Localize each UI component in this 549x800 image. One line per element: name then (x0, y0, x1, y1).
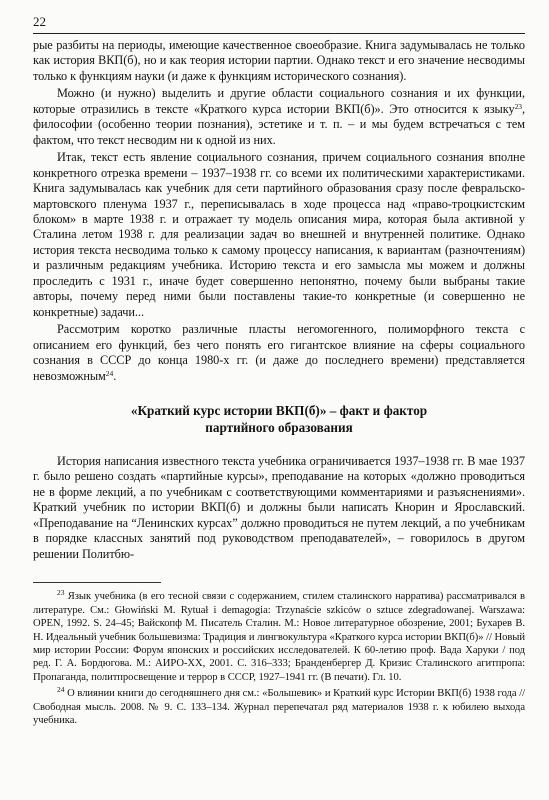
footnotes (33, 590, 525, 728)
footnote-separator (33, 582, 161, 583)
footnote-ref-23: 23 (514, 101, 522, 111)
footnote-23 (33, 590, 525, 684)
paragraph-text: . (113, 368, 117, 383)
paragraph-text: Можно (и нужно) выделить и другие области социального сознания и их функции, которые отразились в тексте «Краткого курса истории ВКП(б)». Это относится к языку (33, 86, 525, 116)
paragraph-social-consciousness (33, 86, 525, 148)
footnote-marker: 23 (57, 588, 65, 598)
page-number: 22 (33, 14, 46, 29)
footnote-text: Язык учебника (в его тесной связи с содержанием, стилем сталинского нарратива) рассматривался в литературе. См.: Głowiński M. Rytuał i demagogia: Trzynaście szkiców o sztuce zdegradowanej. Warszawa: OPEN, 1992. S. 24–45; Вайскопф М. Писатель Сталин. М.: Новое литературное обозрение, 2001; Бухарев В. Н. Идеальный учебник большевизма: Традиция и лингвокультура «Краткого курса истории ВКП(б)» // Новый мир истории России: Форум японских и российских исследователей. К 60-летию проф. Вада Харуки / под ред. Г. А. Бордюгова. М.: АИРО-XX, 2001. С. 316–333; Бранденбергер Д. Кризис Сталинского агитпропа: Пропаганда, политпросвещение и террор в СССР, 1927–1941 гг. (В печати). Гл. 10. (33, 591, 525, 683)
paragraph-writing-history: История написания известного текста учебника ограничивается 1937–1938 гг. В мае 1937 г. было решено создать «партийные курсы», преподавание на которых «должно проводиться не в форме лекций, а по учебникам с соответствующими комментариями и разъяснениями». Краткий учебник по истории ВКП(б) и должны были написать Кнорин и Ярославский. «Преподавание на “Ленинских курсах” должно проводиться не путем лекций, а по учебникам в порядке классных занятий под руководством преподавателей», – говорилось в другом решении Политбю- (33, 453, 525, 561)
footnote-marker: 24 (57, 685, 65, 695)
paragraph-history-of-text: Итак, текст есть явление социального сознания, причем социального сознания вполне конкретного отрезка времени – 1937–1938 гг. со всеми их политическими характеристиками. Книга задумывалась как учебник для сети партийного образования сразу после февральско-мартовского пленума 1937 г., переписывалась в ходе процесса над «право-троцкистским блоком» в марте 1938 г. и отражает ту модель описания мира, которая была активной у Сталина летом 1938 г. для реализации задач во внешней и внутренней политике. Однако история текста несводима только к самому процессу написания, к вариантам (разночтениям) и различным редакциям учебника. Историю текста и его замысла мы можем и должны проследить с 1931 г., иначе будет совершенно непонятно, почему были выбраны такие авторы, почему перед ними были поставлены такие-то конкретные (и совершенно не конкретные) задачи... (33, 150, 525, 319)
section-heading-line2: партийного образования (205, 419, 353, 435)
paragraph-text: Рассмотрим коротко различные пласты негомогенного, полиморфного текста с описанием его функций, без чего понять его гигантское влияние на сферы социального сознания в СССР до конца 1980-х гг. (и даже до последнего времени) представляется невозможным (33, 322, 525, 383)
header-rule (33, 33, 525, 34)
paragraph-continuation: рые разбиты на периоды, имеющие качественное своеобразие. Книга задумывалась не только как история ВКП(б), но и как теория истории партии. Однако текст и его значение несводимы только к функциям науки (и даже к функциям исторического сознания). (33, 38, 525, 83)
footnote-text: О влиянии книги до сегодняшнего дня см.: «Большевик» и Краткий курс Истории ВКП(б) 1938 года // Свободная мысль. 2008. № 9. С. 133–134. Журнал перепечатал ряд материалов 1938 г. к юбилею выхода учебника. (33, 688, 525, 727)
footnote-ref-24: 24 (105, 368, 114, 378)
paragraph-layers (33, 322, 525, 384)
paragraph-text: , философии (особенно теории познания), эстетике и т. п. – и мы будем встречаться с тем фактом, что текст несводим ни к одной из них. (33, 101, 525, 147)
section-heading-line1: «Краткий курс истории ВКП(б)» – факт и фактор (130, 402, 428, 418)
footnote-24 (33, 687, 525, 727)
section-heading (33, 402, 525, 436)
main-text (33, 38, 525, 728)
